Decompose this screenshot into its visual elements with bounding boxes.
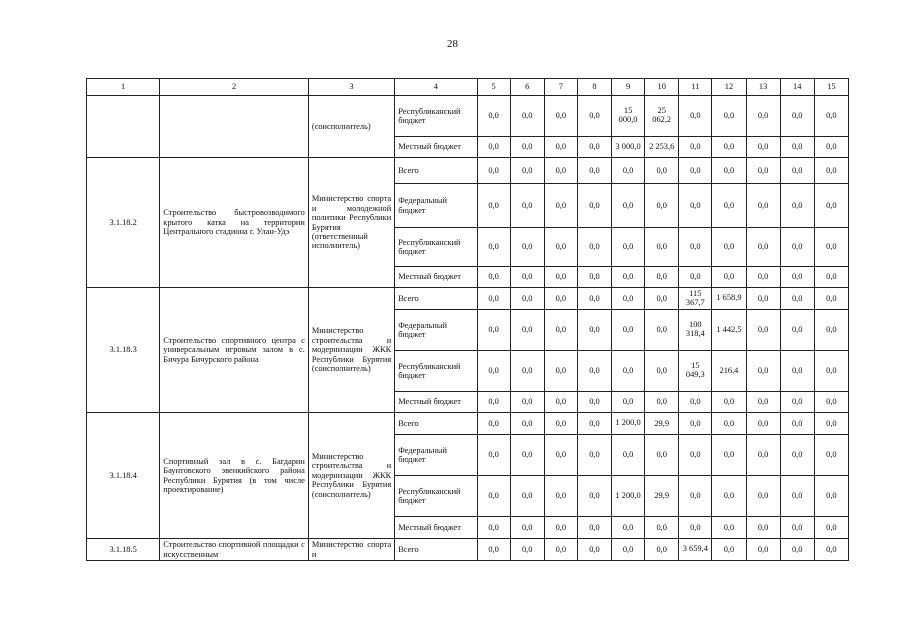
funding-source: Местный бюджет: [395, 137, 477, 158]
executor: Министерство спорта и: [308, 539, 394, 561]
amount-cell: 0,0: [645, 392, 679, 413]
amount-cell: 0,0: [645, 517, 679, 539]
amount-cell: 0,0: [780, 137, 814, 158]
amount-cell: 0,0: [712, 392, 746, 413]
amount-cell: 0,0: [712, 476, 746, 517]
amount-cell: 0,0: [780, 228, 814, 267]
amount-cell: 0,0: [712, 413, 746, 435]
event-name: Строительство спортивной площадки с искусственным: [160, 539, 309, 561]
amount-cell: 0,0: [645, 351, 679, 392]
amount-cell: 0,0: [612, 228, 645, 267]
amount-cell: 0,0: [577, 158, 611, 184]
table-row: [87, 539, 849, 561]
amount-cell: 0,0: [612, 184, 645, 228]
amount-cell: 0,0: [612, 158, 645, 184]
event-code: [87, 96, 160, 158]
amount-cell: 0,0: [645, 267, 679, 288]
amount-cell: 1 658,9: [712, 288, 746, 310]
amount-cell: 0,0: [814, 137, 848, 158]
amount-cell: 0,0: [477, 435, 510, 476]
amount-cell: 0,0: [780, 413, 814, 435]
amount-cell: 0,0: [645, 158, 679, 184]
amount-cell: 0,0: [477, 184, 510, 228]
col-header: 2: [160, 79, 309, 96]
amount-cell: 0,0: [780, 351, 814, 392]
amount-cell: 0,0: [544, 476, 577, 517]
amount-cell: 0,0: [577, 392, 611, 413]
amount-cell: 0,0: [814, 267, 848, 288]
amount-cell: 1 200,0: [612, 413, 645, 435]
amount-cell: 0,0: [746, 351, 780, 392]
amount-cell: 0,0: [814, 392, 848, 413]
amount-cell: 0,0: [712, 96, 746, 137]
table-row: [87, 413, 849, 435]
funding-source: Республиканский бюджет: [395, 476, 477, 517]
col-header: 14: [780, 79, 814, 96]
amount-cell: 0,0: [780, 158, 814, 184]
amount-cell: 0,0: [780, 184, 814, 228]
amount-cell: 0,0: [544, 137, 577, 158]
amount-cell: 100 318,4: [679, 310, 712, 351]
amount-cell: 3 000,0: [612, 137, 645, 158]
executor: Министерство строительства и модернизации ЖКК Республики Бурятия (соисполнитель): [308, 288, 394, 413]
amount-cell: 0,0: [477, 539, 510, 561]
col-header: 8: [577, 79, 611, 96]
amount-cell: 0,0: [577, 517, 611, 539]
amount-cell: 0,0: [510, 228, 544, 267]
amount-cell: 0,0: [577, 184, 611, 228]
amount-cell: 0,0: [679, 158, 712, 184]
amount-cell: 0,0: [544, 310, 577, 351]
amount-cell: 0,0: [510, 413, 544, 435]
amount-cell: 0,0: [510, 517, 544, 539]
executor: (соисполнитель): [308, 96, 394, 158]
event-name: Строительство быстровозводимого крытого катка на территории Центрального стадиона г. Улан-Удэ: [160, 158, 309, 288]
amount-cell: 0,0: [780, 310, 814, 351]
amount-cell: 0,0: [477, 476, 510, 517]
amount-cell: 0,0: [814, 288, 848, 310]
funding-source: Местный бюджет: [395, 517, 477, 539]
col-header: 7: [544, 79, 577, 96]
table-row: [87, 96, 849, 137]
amount-cell: 0,0: [544, 435, 577, 476]
amount-cell: 0,0: [712, 137, 746, 158]
funding-source: Республиканский бюджет: [395, 228, 477, 267]
amount-cell: 1 200,0: [612, 476, 645, 517]
event-name: [160, 96, 309, 158]
amount-cell: 0,0: [577, 228, 611, 267]
amount-cell: 0,0: [780, 392, 814, 413]
amount-cell: 0,0: [477, 228, 510, 267]
amount-cell: 0,0: [510, 476, 544, 517]
amount-cell: 0,0: [780, 435, 814, 476]
column-number-row: [87, 79, 849, 96]
amount-cell: 0,0: [679, 96, 712, 137]
amount-cell: 0,0: [612, 351, 645, 392]
amount-cell: 0,0: [780, 517, 814, 539]
col-header: 11: [679, 79, 712, 96]
amount-cell: 0,0: [510, 288, 544, 310]
col-header: 1: [87, 79, 160, 96]
funding-source: Республиканский бюджет: [395, 351, 477, 392]
amount-cell: 0,0: [746, 539, 780, 561]
amount-cell: 0,0: [477, 137, 510, 158]
amount-cell: 0,0: [612, 435, 645, 476]
amount-cell: 0,0: [712, 184, 746, 228]
col-header: 6: [510, 79, 544, 96]
amount-cell: 0,0: [645, 310, 679, 351]
amount-cell: 115 367,7: [679, 288, 712, 310]
funding-source: Федеральный бюджет: [395, 184, 477, 228]
amount-cell: 0,0: [814, 96, 848, 137]
amount-cell: 0,0: [612, 517, 645, 539]
amount-cell: 0,0: [746, 517, 780, 539]
amount-cell: 0,0: [544, 392, 577, 413]
event-name: Спортивный зал в с. Багдарин Баунтовского эвенкийского района Республики Бурятия (в том числе проектирование): [160, 413, 309, 539]
amount-cell: 0,0: [712, 158, 746, 184]
amount-cell: 0,0: [544, 96, 577, 137]
amount-cell: 0,0: [510, 184, 544, 228]
amount-cell: 0,0: [544, 351, 577, 392]
amount-cell: 0,0: [645, 288, 679, 310]
amount-cell: 0,0: [645, 228, 679, 267]
amount-cell: 0,0: [814, 158, 848, 184]
amount-cell: 0,0: [712, 228, 746, 267]
amount-cell: 0,0: [577, 288, 611, 310]
amount-cell: 0,0: [612, 310, 645, 351]
table-row: [87, 288, 849, 310]
amount-cell: 0,0: [544, 267, 577, 288]
amount-cell: 0,0: [577, 435, 611, 476]
table-row: [87, 158, 849, 184]
col-header: 15: [814, 79, 848, 96]
amount-cell: 0,0: [679, 435, 712, 476]
amount-cell: 0,0: [746, 288, 780, 310]
amount-cell: 0,0: [814, 435, 848, 476]
amount-cell: 0,0: [679, 476, 712, 517]
amount-cell: 0,0: [477, 158, 510, 184]
event-code: 3.1.18.3: [87, 288, 160, 413]
amount-cell: 0,0: [577, 137, 611, 158]
amount-cell: 0,0: [746, 435, 780, 476]
amount-cell: 0,0: [510, 137, 544, 158]
amount-cell: 0,0: [645, 435, 679, 476]
amount-cell: 0,0: [510, 539, 544, 561]
amount-cell: 0,0: [510, 351, 544, 392]
amount-cell: 1 442,5: [712, 310, 746, 351]
col-header: 5: [477, 79, 510, 96]
amount-cell: 0,0: [577, 267, 611, 288]
amount-cell: 216,4: [712, 351, 746, 392]
amount-cell: 0,0: [577, 539, 611, 561]
amount-cell: 0,0: [477, 392, 510, 413]
event-code: 3.1.18.5: [87, 539, 160, 561]
amount-cell: 0,0: [477, 413, 510, 435]
funding-source: Федеральный бюджет: [395, 310, 477, 351]
amount-cell: 0,0: [477, 267, 510, 288]
budget-table: [86, 78, 849, 561]
event-name: Строительство спортивного центра с универсальным игровым залом в с. Бичура Бичурского района: [160, 288, 309, 413]
col-header: 10: [645, 79, 679, 96]
amount-cell: 29,9: [645, 476, 679, 517]
amount-cell: 0,0: [544, 184, 577, 228]
amount-cell: 0,0: [477, 517, 510, 539]
amount-cell: 15 000,0: [612, 96, 645, 137]
amount-cell: 0,0: [612, 267, 645, 288]
amount-cell: 15 049,3: [679, 351, 712, 392]
amount-cell: 0,0: [814, 539, 848, 561]
amount-cell: 0,0: [577, 351, 611, 392]
amount-cell: 0,0: [746, 476, 780, 517]
funding-source: Всего: [395, 539, 477, 561]
amount-cell: 0,0: [746, 158, 780, 184]
amount-cell: 0,0: [814, 517, 848, 539]
amount-cell: 0,0: [612, 539, 645, 561]
amount-cell: 0,0: [510, 435, 544, 476]
amount-cell: 0,0: [814, 351, 848, 392]
amount-cell: 0,0: [510, 158, 544, 184]
amount-cell: 0,0: [577, 476, 611, 517]
amount-cell: 0,0: [746, 184, 780, 228]
amount-cell: 0,0: [510, 392, 544, 413]
amount-cell: 0,0: [577, 96, 611, 137]
col-header: 3: [308, 79, 394, 96]
funding-source: Всего: [395, 288, 477, 310]
amount-cell: 0,0: [510, 310, 544, 351]
amount-cell: 0,0: [746, 413, 780, 435]
amount-cell: 0,0: [544, 413, 577, 435]
amount-cell: 0,0: [612, 288, 645, 310]
amount-cell: 0,0: [814, 476, 848, 517]
col-header: 12: [712, 79, 746, 96]
amount-cell: 0,0: [746, 96, 780, 137]
amount-cell: 0,0: [679, 228, 712, 267]
amount-cell: 0,0: [780, 476, 814, 517]
amount-cell: 0,0: [544, 158, 577, 184]
funding-source: Федеральный бюджет: [395, 435, 477, 476]
event-code: 3.1.18.4: [87, 413, 160, 539]
event-code: 3.1.18.2: [87, 158, 160, 288]
amount-cell: 25 062,2: [645, 96, 679, 137]
amount-cell: 0,0: [645, 539, 679, 561]
executor: Министерство строительства и модернизации ЖКК Республики Бурятия (соисполнитель): [308, 413, 394, 539]
funding-source: Республиканский бюджет: [395, 96, 477, 137]
amount-cell: 0,0: [712, 267, 746, 288]
amount-cell: 0,0: [746, 137, 780, 158]
amount-cell: 0,0: [712, 435, 746, 476]
amount-cell: 0,0: [746, 228, 780, 267]
amount-cell: 3 659,4: [679, 539, 712, 561]
amount-cell: 0,0: [814, 310, 848, 351]
amount-cell: 0,0: [679, 184, 712, 228]
amount-cell: 0,0: [814, 228, 848, 267]
amount-cell: 0,0: [645, 184, 679, 228]
amount-cell: 0,0: [746, 310, 780, 351]
amount-cell: 0,0: [780, 267, 814, 288]
amount-cell: 0,0: [679, 392, 712, 413]
amount-cell: 0,0: [544, 539, 577, 561]
amount-cell: 0,0: [746, 267, 780, 288]
amount-cell: 2 253,6: [645, 137, 679, 158]
amount-cell: 0,0: [746, 392, 780, 413]
executor: Министерство спорта и молодежной политики Республики Бурятия (ответственный исполнитель): [308, 158, 394, 288]
amount-cell: 0,0: [780, 288, 814, 310]
amount-cell: 0,0: [477, 96, 510, 137]
amount-cell: 0,0: [712, 517, 746, 539]
amount-cell: 0,0: [814, 413, 848, 435]
col-header: 9: [612, 79, 645, 96]
amount-cell: 0,0: [477, 310, 510, 351]
col-header: 13: [746, 79, 780, 96]
amount-cell: 0,0: [780, 96, 814, 137]
funding-source: Всего: [395, 158, 477, 184]
amount-cell: 0,0: [544, 517, 577, 539]
col-header: 4: [395, 79, 477, 96]
amount-cell: 0,0: [814, 184, 848, 228]
amount-cell: 0,0: [544, 288, 577, 310]
amount-cell: 0,0: [612, 392, 645, 413]
amount-cell: 29,9: [645, 413, 679, 435]
amount-cell: 0,0: [780, 539, 814, 561]
funding-source: Местный бюджет: [395, 267, 477, 288]
amount-cell: 0,0: [577, 310, 611, 351]
amount-cell: 0,0: [544, 228, 577, 267]
amount-cell: 0,0: [510, 267, 544, 288]
amount-cell: 0,0: [477, 288, 510, 310]
amount-cell: 0,0: [510, 96, 544, 137]
amount-cell: 0,0: [679, 413, 712, 435]
amount-cell: 0,0: [712, 539, 746, 561]
funding-source: Местный бюджет: [395, 392, 477, 413]
amount-cell: 0,0: [679, 517, 712, 539]
amount-cell: 0,0: [477, 351, 510, 392]
page-number: 28: [447, 38, 458, 50]
amount-cell: 0,0: [577, 413, 611, 435]
funding-source: Всего: [395, 413, 477, 435]
amount-cell: 0,0: [679, 137, 712, 158]
amount-cell: 0,0: [679, 267, 712, 288]
